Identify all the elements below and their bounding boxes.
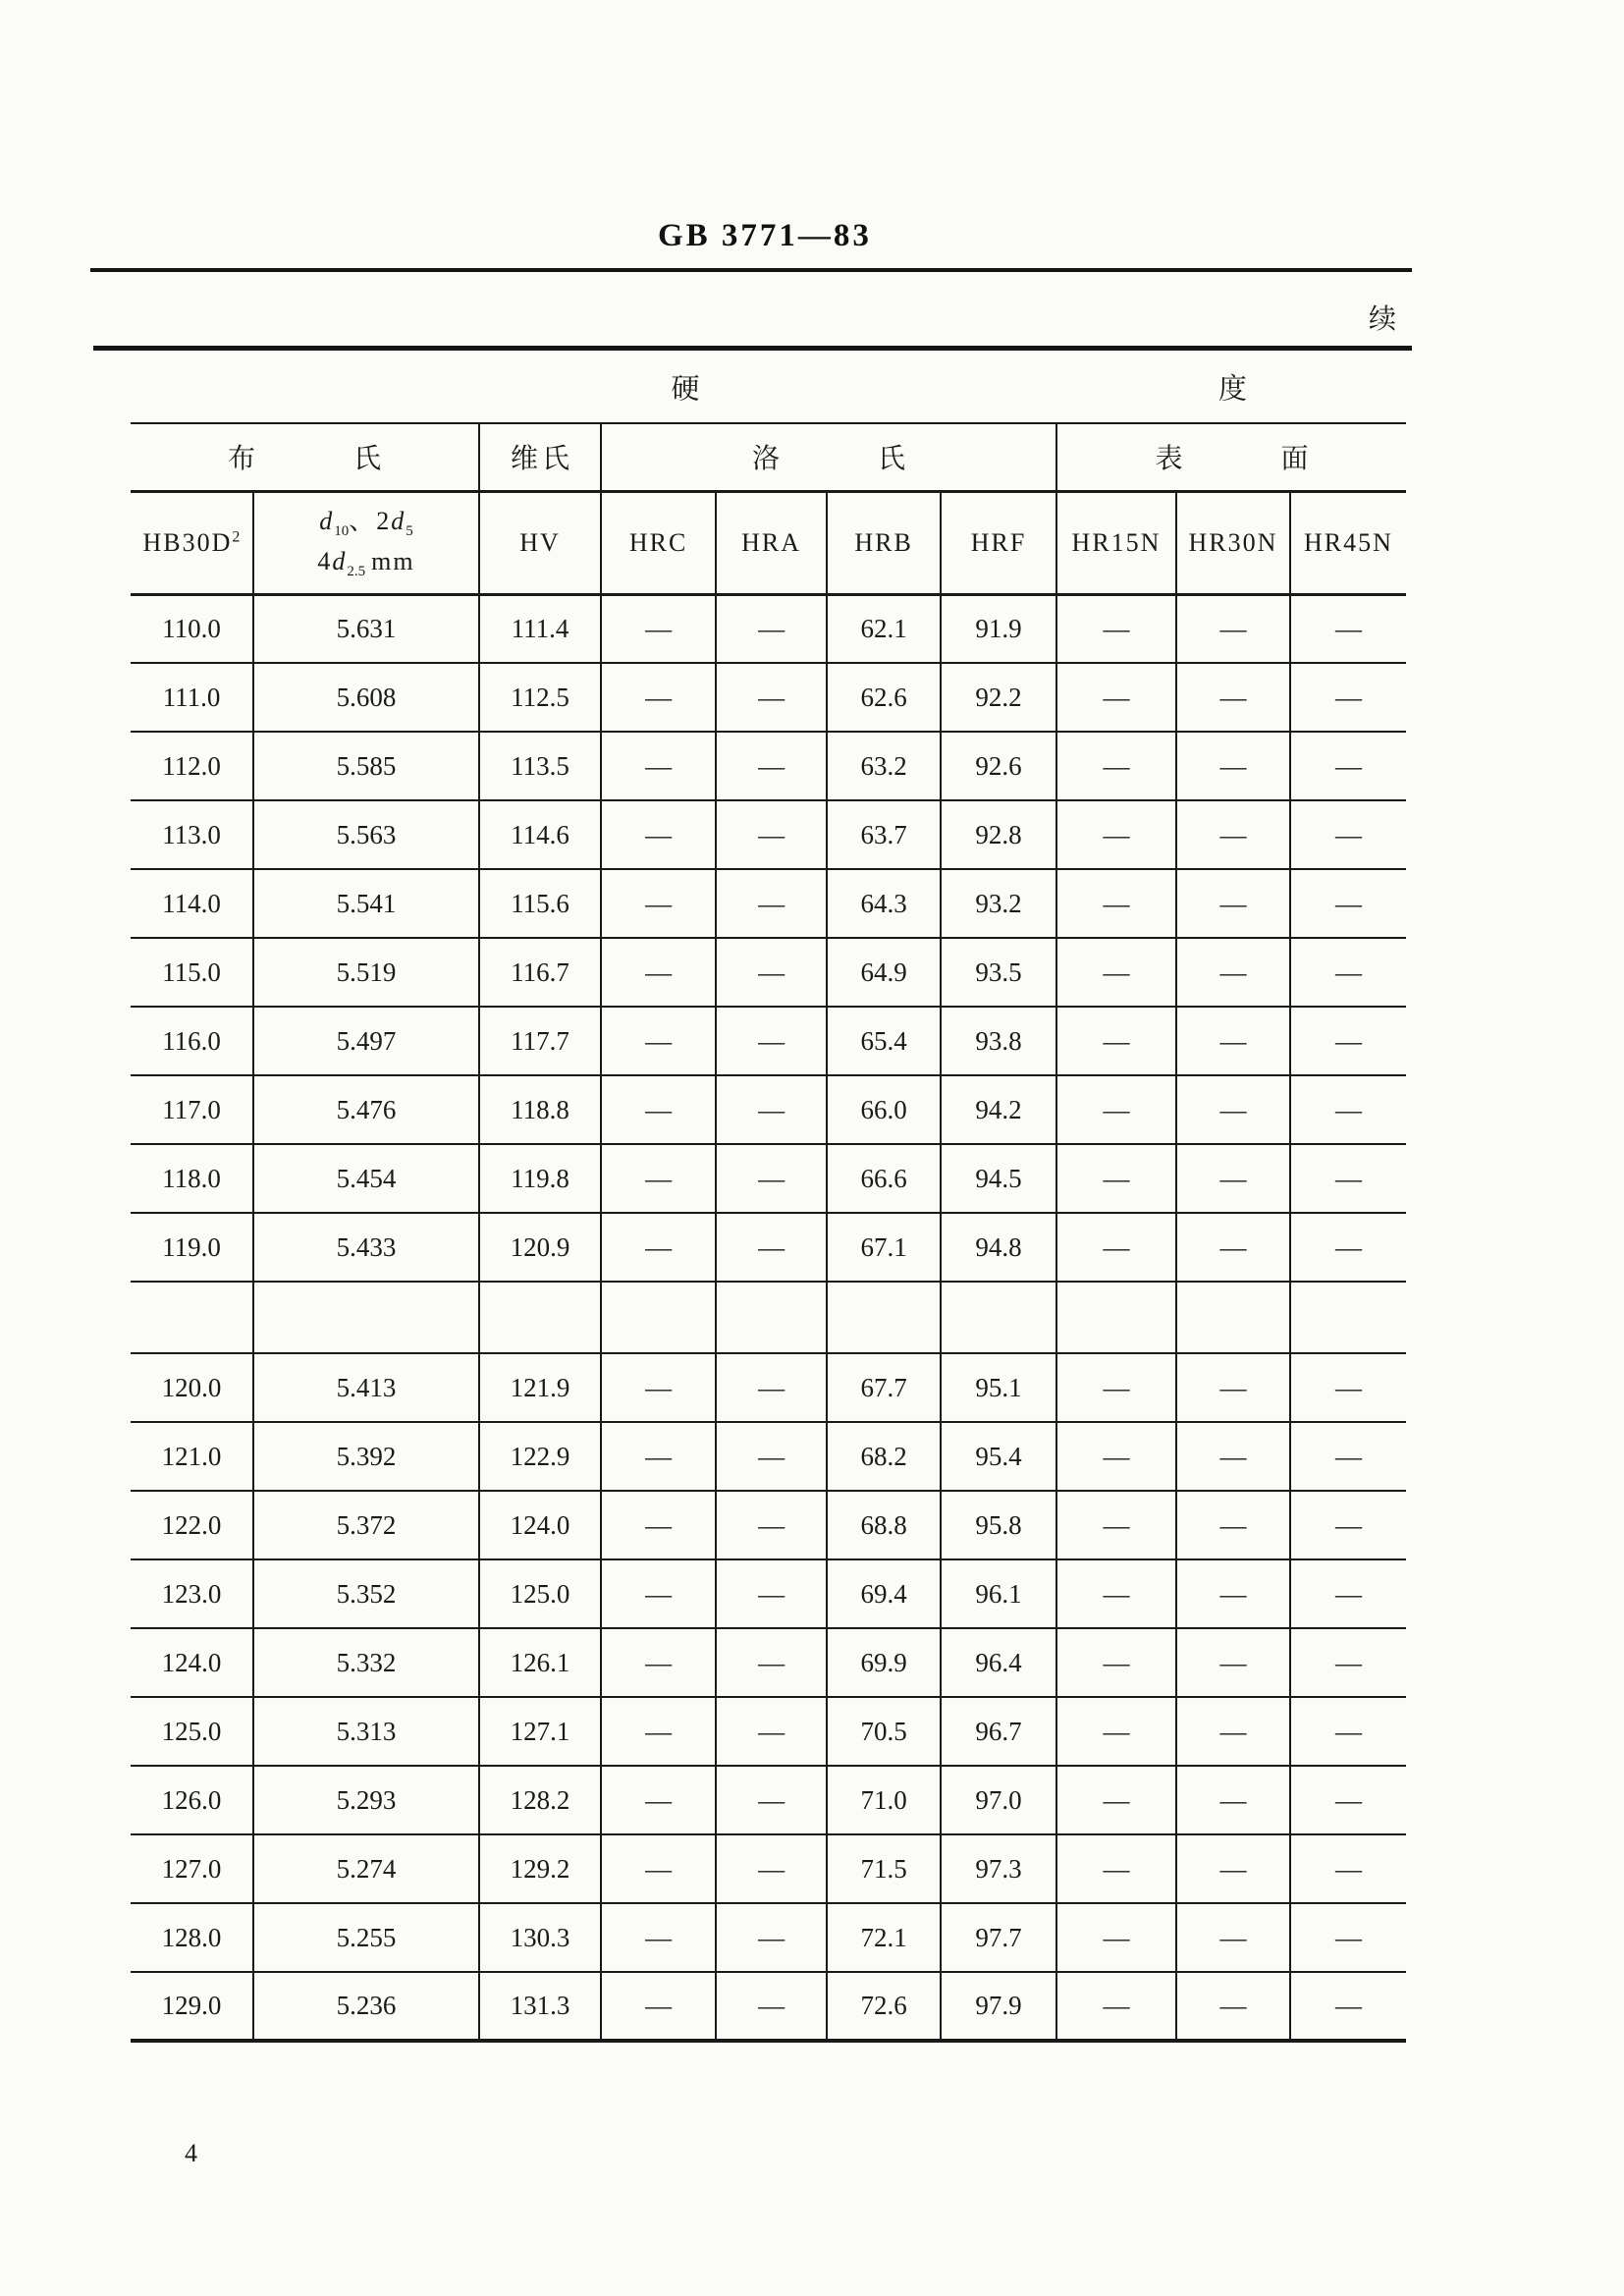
table-cell: 66.6 xyxy=(827,1144,941,1213)
col-header-hv: HV xyxy=(479,491,601,594)
table-cell: — xyxy=(1176,663,1290,732)
doc-code: GB 3771—83 xyxy=(658,218,872,253)
col-header-hr45n: HR45N xyxy=(1290,491,1406,594)
separator-cell xyxy=(1290,1282,1406,1353)
group-char: 面 xyxy=(1280,444,1309,475)
table-row xyxy=(131,938,1406,1007)
table-cell: 92.6 xyxy=(941,732,1056,800)
table-cell: 116.0 xyxy=(131,1007,253,1075)
col-header-hrc: HRC xyxy=(601,491,716,594)
table-body xyxy=(131,594,1406,2041)
hardness-conversion-table xyxy=(131,351,1406,2043)
table-cell: 5.608 xyxy=(253,663,479,732)
table-cell: 112.0 xyxy=(131,732,253,800)
table-cell: — xyxy=(601,1903,716,1972)
separator-cell xyxy=(253,1282,479,1353)
table-cell: 127.1 xyxy=(479,1697,601,1766)
table-cell: 117.7 xyxy=(479,1007,601,1075)
table-cell: — xyxy=(716,1144,827,1213)
table-cell: — xyxy=(716,1834,827,1903)
table-cell: 126.1 xyxy=(479,1628,601,1697)
table-cell: — xyxy=(1290,1144,1406,1213)
table-row xyxy=(131,800,1406,869)
table-cell: 118.8 xyxy=(479,1075,601,1144)
table-cell: — xyxy=(601,938,716,1007)
table-cell: 129.2 xyxy=(479,1834,601,1903)
d-symbol: d xyxy=(332,546,348,575)
d-subscript: 2.5 xyxy=(347,563,366,579)
table-cell: 128.2 xyxy=(479,1766,601,1834)
table-cell: 64.3 xyxy=(827,869,941,938)
table-cell: — xyxy=(1176,1834,1290,1903)
group-char: 维 xyxy=(511,444,539,475)
table-row xyxy=(131,663,1406,732)
table-cell: — xyxy=(1176,1697,1290,1766)
table-cell: 97.3 xyxy=(941,1834,1056,1903)
table-cell: — xyxy=(716,1075,827,1144)
table-row xyxy=(131,1972,1406,2041)
table-cell: 5.313 xyxy=(253,1697,479,1766)
table-cell: 123.0 xyxy=(131,1559,253,1628)
table-cell: — xyxy=(1290,1213,1406,1282)
separator-cell xyxy=(827,1282,941,1353)
d-unit: mm xyxy=(371,546,415,575)
group-rockwell-label xyxy=(752,437,905,476)
column-header-row xyxy=(131,491,1406,594)
group-brinell xyxy=(131,423,479,491)
table-cell: 5.519 xyxy=(253,938,479,1007)
table-cell: 68.2 xyxy=(827,1422,941,1491)
table-cell: — xyxy=(716,1422,827,1491)
table-cell: 95.1 xyxy=(941,1353,1056,1422)
table-row xyxy=(131,1903,1406,1972)
table-cell: 5.476 xyxy=(253,1075,479,1144)
table-row xyxy=(131,594,1406,663)
table-cell: — xyxy=(1176,732,1290,800)
table-cell: — xyxy=(1056,594,1176,663)
hardness-char-ying: 硬 xyxy=(671,373,700,405)
table-cell: — xyxy=(716,1491,827,1559)
table-cell: — xyxy=(716,1213,827,1282)
table-cell: 113.0 xyxy=(131,800,253,869)
table-cell: 5.433 xyxy=(253,1213,479,1282)
col-header-hr30n: HR30N xyxy=(1176,491,1290,594)
table-cell: 114.0 xyxy=(131,869,253,938)
separator-cell xyxy=(131,1282,253,1353)
group-char: 氏 xyxy=(353,444,382,475)
table-cell: — xyxy=(601,1972,716,2041)
table-row xyxy=(131,869,1406,938)
table-cell: — xyxy=(1290,1422,1406,1491)
table-cell: — xyxy=(716,1972,827,2041)
table-cell: 63.2 xyxy=(827,732,941,800)
table-cell: — xyxy=(1056,1353,1176,1422)
separator-cell xyxy=(479,1282,601,1353)
d-coeff: 4 xyxy=(317,546,333,575)
table-cell: 119.0 xyxy=(131,1213,253,1282)
table-cell: — xyxy=(1290,1766,1406,1834)
table-cell: — xyxy=(716,938,827,1007)
table-cell: 120.0 xyxy=(131,1353,253,1422)
table-cell: 129.0 xyxy=(131,1972,253,2041)
hardness-title-row xyxy=(131,351,1406,423)
table-cell: 62.1 xyxy=(827,594,941,663)
table-cell: — xyxy=(1176,800,1290,869)
table-cell: — xyxy=(716,732,827,800)
table-cell: — xyxy=(1056,1766,1176,1834)
table-cell: 113.5 xyxy=(479,732,601,800)
table-cell: — xyxy=(601,594,716,663)
group-char: 氏 xyxy=(878,444,906,475)
table-cell: — xyxy=(1290,1628,1406,1697)
table-cell: 128.0 xyxy=(131,1903,253,1972)
table-cell: 127.0 xyxy=(131,1834,253,1903)
d-mid: 、2 xyxy=(349,506,392,535)
table-row xyxy=(131,1491,1406,1559)
table-cell: — xyxy=(716,663,827,732)
table-cell: 5.274 xyxy=(253,1834,479,1903)
table-cell: 95.8 xyxy=(941,1491,1056,1559)
table-cell: — xyxy=(1056,869,1176,938)
table-cell: — xyxy=(601,732,716,800)
table-cell: — xyxy=(1176,1972,1290,2041)
table-cell: — xyxy=(1056,1559,1176,1628)
table-cell: 125.0 xyxy=(131,1697,253,1766)
table-cell: — xyxy=(1056,1491,1176,1559)
separator-cell xyxy=(601,1282,716,1353)
hardness-title-cell xyxy=(131,351,1406,423)
table-cell: 5.563 xyxy=(253,800,479,869)
table-cell: 124.0 xyxy=(131,1628,253,1697)
table-cell: — xyxy=(1056,800,1176,869)
table-cell: — xyxy=(601,1422,716,1491)
table-cell: — xyxy=(1290,1559,1406,1628)
table-cell: 5.372 xyxy=(253,1491,479,1559)
table-cell: — xyxy=(716,869,827,938)
table-cell: 120.9 xyxy=(479,1213,601,1282)
continued-label: 续 xyxy=(1369,304,1397,335)
table-row xyxy=(131,1628,1406,1697)
separator-cell xyxy=(1056,1282,1176,1353)
d-symbol: d xyxy=(391,506,406,535)
table-cell: — xyxy=(716,800,827,869)
table-cell: — xyxy=(1290,1007,1406,1075)
table-cell: — xyxy=(1056,1422,1176,1491)
table-cell: — xyxy=(1176,1903,1290,1972)
hb-superscript: 2 xyxy=(232,527,241,545)
table-cell: 122.9 xyxy=(479,1422,601,1491)
table-cell: 111.0 xyxy=(131,663,253,732)
table-cell: — xyxy=(1056,1628,1176,1697)
table-cell: 97.9 xyxy=(941,1972,1056,2041)
table-row xyxy=(131,1834,1406,1903)
table-cell: 131.3 xyxy=(479,1972,601,2041)
table-cell: 91.9 xyxy=(941,594,1056,663)
table-cell: — xyxy=(716,1628,827,1697)
table-cell: 126.0 xyxy=(131,1766,253,1834)
table-cell: 5.413 xyxy=(253,1353,479,1422)
table-cell: 125.0 xyxy=(479,1559,601,1628)
table-cell: 70.5 xyxy=(827,1697,941,1766)
table-cell: — xyxy=(1290,800,1406,869)
table-cell: — xyxy=(601,1353,716,1422)
table-cell: 66.0 xyxy=(827,1075,941,1144)
d-subscript: 5 xyxy=(406,522,413,539)
table-cell: — xyxy=(1176,1144,1290,1213)
group-superficial-label xyxy=(1155,437,1308,476)
table-cell: — xyxy=(1290,594,1406,663)
table-cell: 5.541 xyxy=(253,869,479,938)
table-cell: — xyxy=(716,1766,827,1834)
separator-row xyxy=(131,1282,1406,1353)
table-cell: — xyxy=(1176,1766,1290,1834)
group-char: 布 xyxy=(227,444,255,475)
table-cell: — xyxy=(1290,1491,1406,1559)
separator-cell xyxy=(941,1282,1056,1353)
group-char: 洛 xyxy=(752,444,781,475)
group-vickers-label xyxy=(511,437,569,476)
table-cell: 71.0 xyxy=(827,1766,941,1834)
table-cell: 72.1 xyxy=(827,1903,941,1972)
table-cell: 115.0 xyxy=(131,938,253,1007)
separator-cell xyxy=(716,1282,827,1353)
table-cell: 62.6 xyxy=(827,663,941,732)
table-cell: — xyxy=(716,1007,827,1075)
hb-base: HB30D xyxy=(142,527,233,557)
table-cell: 5.454 xyxy=(253,1144,479,1213)
table-cell: 69.4 xyxy=(827,1559,941,1628)
table-cell: 5.332 xyxy=(253,1628,479,1697)
table-row xyxy=(131,732,1406,800)
table-cell: — xyxy=(1176,1075,1290,1144)
table-cell: — xyxy=(601,1628,716,1697)
col-header-hr15n: HR15N xyxy=(1056,491,1176,594)
table-row xyxy=(131,1422,1406,1491)
table-cell: — xyxy=(1056,1972,1176,2041)
table-cell: 65.4 xyxy=(827,1007,941,1075)
table-cell: 117.0 xyxy=(131,1075,253,1144)
table-row xyxy=(131,1007,1406,1075)
table-cell: 5.631 xyxy=(253,594,479,663)
table-cell: — xyxy=(601,1766,716,1834)
table-cell: 5.497 xyxy=(253,1007,479,1075)
table-cell: 69.9 xyxy=(827,1628,941,1697)
table-row xyxy=(131,1213,1406,1282)
table-cell: — xyxy=(1176,1628,1290,1697)
table-cell: — xyxy=(1176,869,1290,938)
table-cell: 93.5 xyxy=(941,938,1056,1007)
table-cell: — xyxy=(1176,938,1290,1007)
table-row xyxy=(131,1144,1406,1213)
group-char: 氏 xyxy=(542,444,570,475)
table-cell: 94.8 xyxy=(941,1213,1056,1282)
group-char: 表 xyxy=(1155,444,1183,475)
table-cell: — xyxy=(1056,663,1176,732)
table-cell: — xyxy=(601,1834,716,1903)
table-cell: 93.8 xyxy=(941,1007,1056,1075)
d-symbol: d xyxy=(319,506,335,535)
table-cell: 111.4 xyxy=(479,594,601,663)
table-cell: 112.5 xyxy=(479,663,601,732)
top-rule xyxy=(90,268,1412,272)
table-cell: — xyxy=(1290,1834,1406,1903)
table-cell: — xyxy=(1176,1007,1290,1075)
table-cell: — xyxy=(1176,1353,1290,1422)
table-cell: — xyxy=(716,1903,827,1972)
table-cell: 92.8 xyxy=(941,800,1056,869)
d-subscript: 10 xyxy=(334,522,350,539)
table-cell: 97.7 xyxy=(941,1903,1056,1972)
table-row xyxy=(131,1697,1406,1766)
table-cell: 116.7 xyxy=(479,938,601,1007)
table-cell: 121.9 xyxy=(479,1353,601,1422)
table-cell: — xyxy=(601,1697,716,1766)
table-cell: 96.7 xyxy=(941,1697,1056,1766)
table-cell: 5.392 xyxy=(253,1422,479,1491)
table-cell: 115.6 xyxy=(479,869,601,938)
table-cell: — xyxy=(1056,1697,1176,1766)
table-cell: 64.9 xyxy=(827,938,941,1007)
table-row xyxy=(131,1075,1406,1144)
table-cell: — xyxy=(1056,1213,1176,1282)
table-cell: — xyxy=(1290,663,1406,732)
table-cell: — xyxy=(1056,1075,1176,1144)
table-row xyxy=(131,1353,1406,1422)
table-cell: 67.1 xyxy=(827,1213,941,1282)
col-header-indentation-diameter xyxy=(253,491,479,594)
table-cell: — xyxy=(1290,1972,1406,2041)
table-cell: 97.0 xyxy=(941,1766,1056,1834)
table-cell: — xyxy=(1056,732,1176,800)
scale-group-row xyxy=(131,423,1406,491)
table-cell: 119.8 xyxy=(479,1144,601,1213)
table-cell: — xyxy=(601,1213,716,1282)
table-cell: — xyxy=(1056,1834,1176,1903)
table-cell: 71.5 xyxy=(827,1834,941,1903)
col-header-hrb: HRB xyxy=(827,491,941,594)
table-cell: 94.2 xyxy=(941,1075,1056,1144)
d-header-line1 xyxy=(254,503,478,543)
table-row xyxy=(131,1559,1406,1628)
table-cell: 93.2 xyxy=(941,869,1056,938)
table-cell: — xyxy=(1056,1144,1176,1213)
table-cell: 5.585 xyxy=(253,732,479,800)
table-cell: 5.293 xyxy=(253,1766,479,1834)
table-cell: — xyxy=(1176,1491,1290,1559)
table-cell: — xyxy=(1176,1422,1290,1491)
table-cell: — xyxy=(1290,938,1406,1007)
table-cell: 96.4 xyxy=(941,1628,1056,1697)
table-cell: — xyxy=(601,869,716,938)
table-cell: 68.8 xyxy=(827,1491,941,1559)
table-cell: 124.0 xyxy=(479,1491,601,1559)
table-cell: — xyxy=(601,1007,716,1075)
table-cell: 63.7 xyxy=(827,800,941,869)
group-rockwell xyxy=(601,423,1056,491)
table-cell: — xyxy=(1056,938,1176,1007)
table-cell: 72.6 xyxy=(827,1972,941,2041)
table-cell: — xyxy=(601,1075,716,1144)
hardness-char-du: 度 xyxy=(1218,373,1247,405)
table-cell: — xyxy=(1290,1353,1406,1422)
table-cell: 92.2 xyxy=(941,663,1056,732)
d-header-line2 xyxy=(254,543,478,583)
table-row xyxy=(131,1766,1406,1834)
table-cell: — xyxy=(601,1559,716,1628)
table-cell: 121.0 xyxy=(131,1422,253,1491)
table-cell: 130.3 xyxy=(479,1903,601,1972)
table-cell: 94.5 xyxy=(941,1144,1056,1213)
group-vickers xyxy=(479,423,601,491)
table-cell: — xyxy=(1056,1903,1176,1972)
table-cell: — xyxy=(1176,594,1290,663)
group-brinell-label xyxy=(228,437,381,476)
table-cell: 114.6 xyxy=(479,800,601,869)
table-cell: — xyxy=(601,800,716,869)
table-cell: — xyxy=(601,1144,716,1213)
table-cell: — xyxy=(716,1697,827,1766)
table-cell: — xyxy=(716,1353,827,1422)
col-header-hb30d2 xyxy=(131,491,253,594)
table-cell: — xyxy=(1290,1903,1406,1972)
table-cell: 5.352 xyxy=(253,1559,479,1628)
table-cell: — xyxy=(716,1559,827,1628)
table-cell: — xyxy=(716,594,827,663)
col-header-hrf: HRF xyxy=(941,491,1056,594)
table-cell: — xyxy=(1056,1007,1176,1075)
table-cell: 122.0 xyxy=(131,1491,253,1559)
table-cell: 67.7 xyxy=(827,1353,941,1422)
table-cell: 110.0 xyxy=(131,594,253,663)
table-cell: 5.236 xyxy=(253,1972,479,2041)
table-cell: 118.0 xyxy=(131,1144,253,1213)
table-cell: — xyxy=(1290,1697,1406,1766)
table-cell: — xyxy=(601,663,716,732)
table-cell: — xyxy=(1290,732,1406,800)
table-cell: 95.4 xyxy=(941,1422,1056,1491)
table-cell: — xyxy=(1176,1559,1290,1628)
page-number: 4 xyxy=(185,2139,197,2167)
table-cell: — xyxy=(1290,1075,1406,1144)
table-cell: — xyxy=(1176,1213,1290,1282)
col-header-hra: HRA xyxy=(716,491,827,594)
group-superficial xyxy=(1056,423,1406,491)
table-cell: — xyxy=(1290,869,1406,938)
table-cell: 5.255 xyxy=(253,1903,479,1972)
table-cell: 96.1 xyxy=(941,1559,1056,1628)
separator-cell xyxy=(1176,1282,1290,1353)
table-cell: — xyxy=(601,1491,716,1559)
